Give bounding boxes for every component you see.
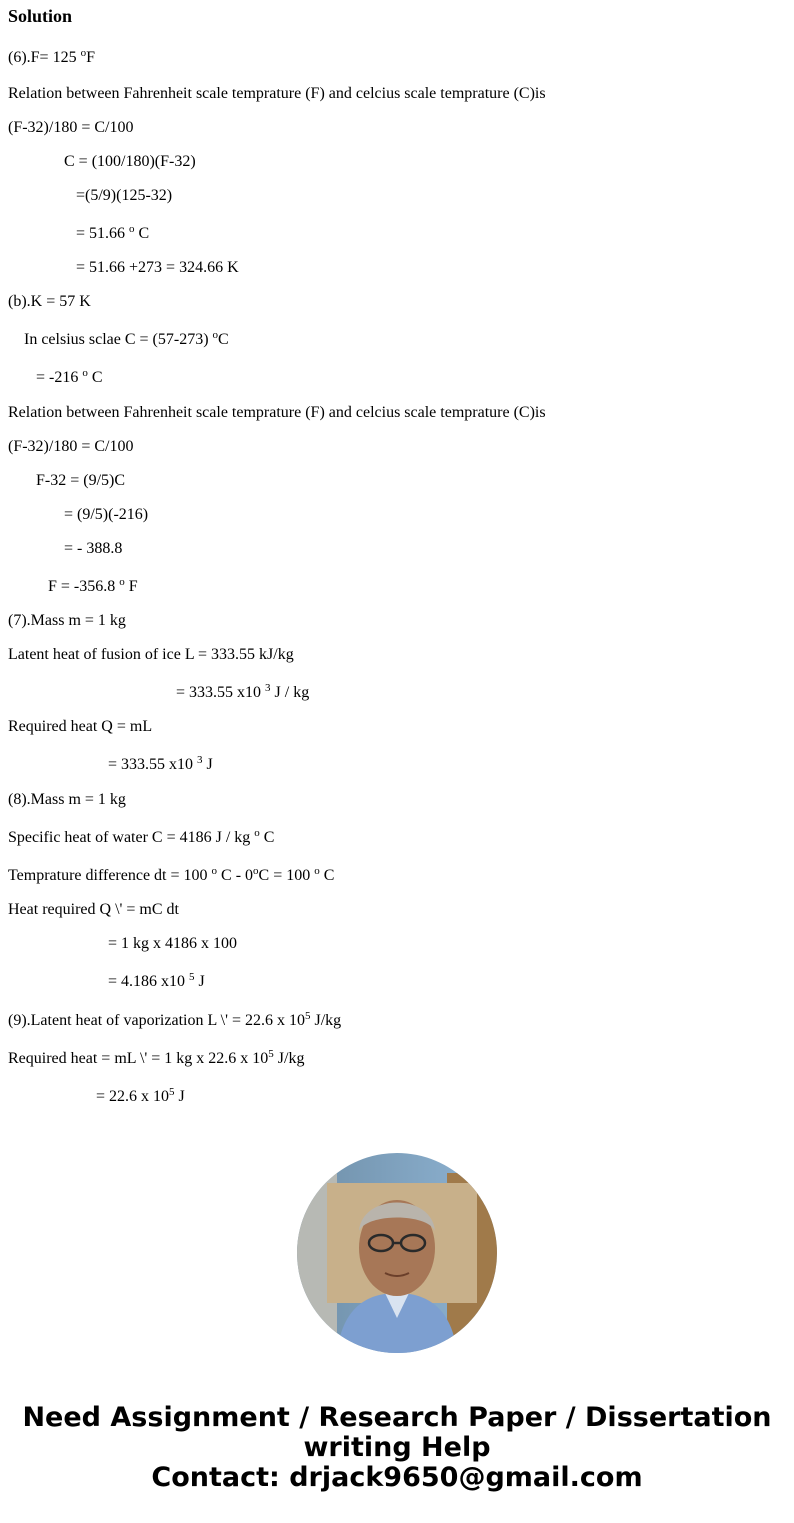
line-text: J	[202, 756, 213, 773]
line-text: = 51.66 +273 = 324.66 K	[76, 259, 239, 276]
solution-line	[8, 645, 294, 665]
footer-contact: Contact: drjack9650@gmail.com	[151, 1462, 643, 1493]
solution-line	[8, 292, 91, 312]
solution-line	[8, 403, 546, 423]
superscript: 3	[197, 754, 203, 766]
solution-line	[8, 437, 133, 457]
solution-line	[64, 505, 148, 525]
line-text: Required heat = mL \' = 1 kg x 22.6 x 10	[8, 1050, 269, 1067]
solution-line	[96, 1087, 185, 1107]
superscript: 5	[189, 971, 195, 983]
solution-line	[8, 900, 179, 920]
solution-line	[36, 471, 125, 491]
line-text: Latent heat of fusion of ice L = 333.55 kJ/kg	[8, 646, 294, 663]
line-text: J	[194, 973, 205, 990]
solution-line	[8, 1011, 341, 1031]
line-text: F	[86, 49, 95, 66]
line-text: F	[124, 578, 138, 595]
line-text: = 4.186 x10	[108, 973, 190, 990]
solution-line	[8, 866, 334, 886]
superscript: o	[254, 827, 260, 839]
superscript: o	[80, 47, 87, 59]
solution-line	[8, 611, 126, 631]
line-text: C - 0	[217, 867, 254, 884]
footer-line-2: writing Help	[303, 1432, 491, 1463]
line-text: In celsius sclae C = (57-273)	[24, 331, 213, 348]
solution-line	[8, 118, 133, 138]
page-title: Solution	[8, 6, 73, 26]
solution-line	[8, 84, 546, 104]
line-text: = 333.55 x10	[176, 684, 266, 701]
line-text: C = (100/180)(F-32)	[64, 153, 196, 170]
line-text: C	[87, 369, 103, 386]
solution-line	[64, 152, 196, 172]
solution-line	[64, 539, 122, 559]
line-text: C	[319, 867, 335, 884]
author-photo	[297, 1153, 497, 1353]
line-text: C	[218, 331, 229, 348]
solution-line	[48, 577, 138, 597]
solution-line	[8, 48, 95, 68]
line-text: Relation between Fahrenheit scale temprature (F) and celcius scale temprature (C)is	[8, 404, 546, 421]
superscript: 5	[305, 1010, 311, 1022]
solution-line	[76, 258, 239, 278]
solution-line	[24, 330, 229, 350]
superscript: 3	[265, 682, 271, 694]
solution-line	[76, 186, 172, 206]
solution-line	[76, 224, 149, 244]
superscript: 5	[169, 1086, 175, 1098]
line-text: (6).F= 125	[8, 49, 81, 66]
line-text: (7).Mass m = 1 kg	[8, 612, 126, 629]
avatar	[297, 1153, 497, 1353]
footer-line-1: Need Assignment / Research Paper / Dissertation	[22, 1402, 772, 1433]
line-text: (F-32)/180 = C/100	[8, 119, 134, 136]
solution-line	[8, 828, 274, 848]
line-text: J/kg	[310, 1012, 342, 1029]
line-text: = 333.55 x10	[108, 756, 198, 773]
solution-line	[8, 717, 152, 737]
solution-line	[108, 755, 213, 775]
line-text: F = -356.8	[48, 578, 120, 595]
superscript: o	[212, 329, 219, 341]
line-text: = - 388.8	[64, 540, 123, 557]
line-text: Heat required Q \' = mC dt	[8, 901, 179, 918]
line-text: F-32 = (9/5)C	[36, 472, 126, 489]
line-text: J/kg	[273, 1050, 305, 1067]
line-text: (F-32)/180 = C/100	[8, 438, 134, 455]
solution-line	[176, 683, 309, 703]
line-text: Required heat Q = mL	[8, 718, 153, 735]
line-text: = (9/5)(-216)	[64, 506, 149, 523]
solution-line	[8, 1049, 304, 1069]
line-text: = 1 kg x 4186 x 100	[108, 935, 238, 952]
line-text: Specific heat of water C = 4186 J / kg	[8, 829, 255, 846]
superscript: o	[211, 865, 218, 877]
line-text: Temprature difference dt = 100	[8, 867, 212, 884]
superscript: o	[119, 576, 125, 588]
solution-line	[108, 934, 237, 954]
superscript: 5	[268, 1048, 274, 1060]
superscript: o	[253, 865, 259, 877]
line-text: J / kg	[270, 684, 310, 701]
line-text: =(5/9)(125-32)	[76, 187, 173, 204]
line-text: = 51.66	[76, 225, 130, 242]
superscript: o	[82, 367, 88, 379]
line-text: J	[174, 1088, 185, 1105]
line-text: C = 100	[258, 867, 315, 884]
solution-line	[108, 972, 205, 992]
solution-line	[8, 790, 126, 810]
superscript: o	[129, 223, 135, 235]
line-text: C	[259, 829, 275, 846]
solution-line	[36, 368, 103, 388]
superscript: o	[314, 865, 320, 877]
line-text: (9).Latent heat of vaporization L \' = 22.6 x 10	[8, 1012, 305, 1029]
line-text: (b).K = 57 K	[8, 293, 91, 310]
footer-banner	[0, 1403, 794, 1493]
line-text: C	[134, 225, 150, 242]
line-text: (8).Mass m = 1 kg	[8, 791, 126, 808]
line-text: = -216	[36, 369, 83, 386]
line-text: Relation between Fahrenheit scale temprature (F) and celcius scale temprature (C)is	[8, 85, 546, 102]
line-text: = 22.6 x 10	[96, 1088, 170, 1105]
